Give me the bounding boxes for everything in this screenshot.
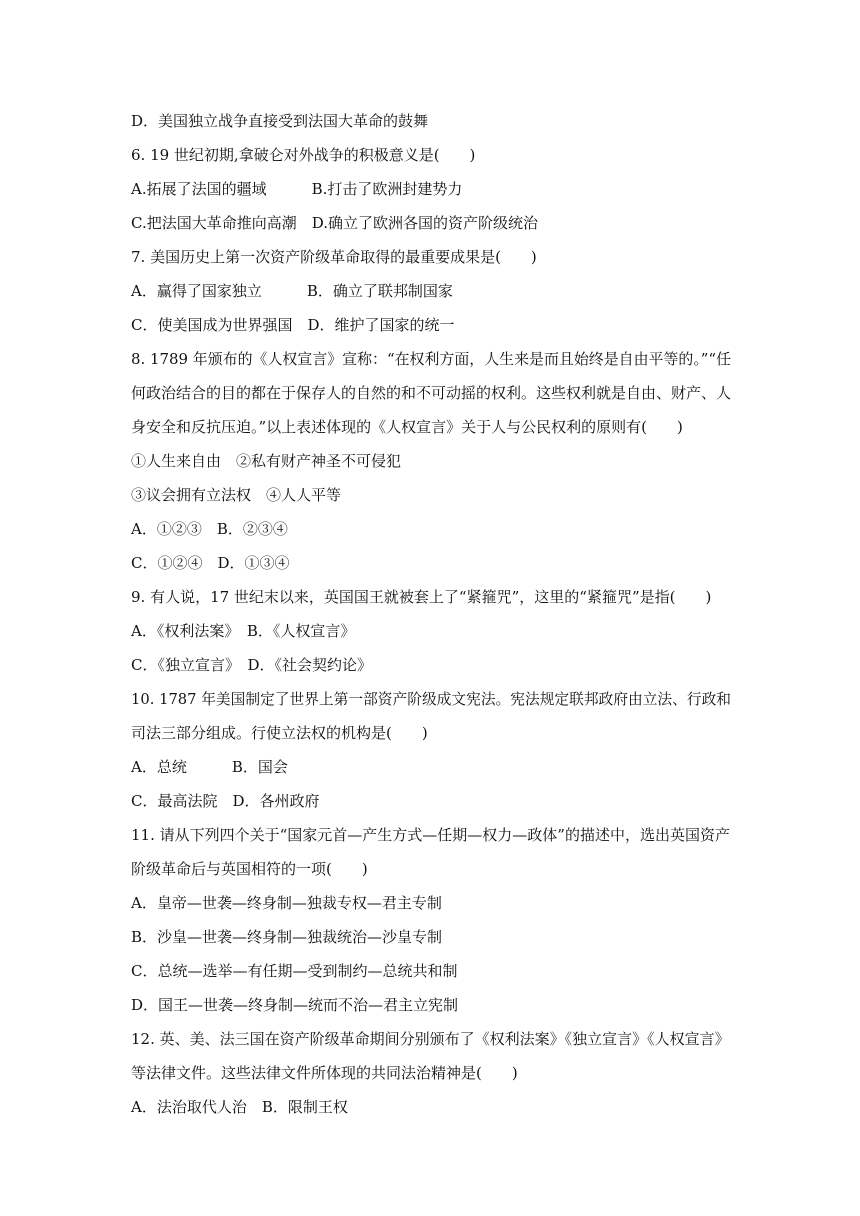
options-q6-cd xyxy=(131,213,538,233)
question-8-line-1 xyxy=(131,349,734,369)
line-text: C．总统—选举—有任期—受到制约—总统共和制 xyxy=(131,962,458,980)
line-text: D．美国独立战争直接受到法国大革命的鼓舞 xyxy=(131,112,429,130)
options-q10-cd xyxy=(131,791,320,811)
line-text: A．法治取代人治 B．限制王权 xyxy=(131,1098,348,1116)
question-11-line-1 xyxy=(131,825,730,845)
statements-q8-34 xyxy=(131,485,341,505)
question-8-line-2 xyxy=(131,383,731,403)
line-text: A．总统 B．国会 xyxy=(131,758,288,776)
options-q9-ab xyxy=(131,621,355,641)
option-c-q11 xyxy=(131,961,457,981)
options-q7-cd xyxy=(131,315,455,335)
options-q8-cd xyxy=(131,553,290,573)
question-7 xyxy=(131,247,537,267)
options-q12-ab xyxy=(131,1097,348,1117)
line-text: 10. 1787 年美国制定了世界上第一部资产阶级成文宪法。宪法规定联邦政府由立法、行政和 xyxy=(131,690,732,708)
line-text: 等法律文件。这些法律文件所体现的共同法治精神是( ) xyxy=(131,1064,518,1082)
options-q7-ab xyxy=(131,281,453,301)
line-text: 7. 美国历史上第一次资产阶级革命取得的最重要成果是( ) xyxy=(131,248,537,266)
question-8-line-3 xyxy=(131,417,683,437)
line-text: C．①②④ D．①③④ xyxy=(131,554,290,572)
statements-q8-12 xyxy=(131,451,401,471)
line-text: A．①②③ B．②③④ xyxy=(131,520,288,538)
option-b-q11 xyxy=(131,927,442,947)
option-d-q11 xyxy=(131,995,458,1015)
line-text: C．最高法院 D．各州政府 xyxy=(131,792,320,810)
line-text: B．沙皇—世袭—终身制—独裁统治—沙皇专制 xyxy=(131,928,443,946)
line-text: 11. 请从下列四个关于“国家元首—产生方式—任期—权力—政体”的描述中，选出英国资产 xyxy=(131,826,730,844)
line-text: 司法三部分组成。行使立法权的机构是( ) xyxy=(131,724,428,742)
question-12-line-1 xyxy=(131,1029,730,1049)
line-text: 9. 有人说，17 世纪末以来，英国国王就被套上了“紧箍咒”，这里的“紧箍咒”是指( ) xyxy=(131,588,712,606)
options-q6-ab xyxy=(131,179,462,199)
line-text: A．赢得了国家独立 B．确立了联邦制国家 xyxy=(131,282,453,300)
line-text: A．《权利法案》 B．《人权宣言》 xyxy=(131,622,356,640)
line-text: 何政治结合的目的都在于保存人的自然的和不可动摇的权利。这些权利就是自由、财产、人 xyxy=(131,384,732,402)
question-12-line-2 xyxy=(131,1063,518,1083)
option-a-q11 xyxy=(131,893,442,913)
line-text: A.拓展了法国的疆域 B.打击了欧洲封建势力 xyxy=(131,180,463,198)
question-6 xyxy=(131,145,475,165)
line-text: 12. 英、美、法三国在资产阶级革命期间分别颁布了《权利法案》《独立宣言》《人权宣言》 xyxy=(131,1030,730,1048)
line-text: ①人生来自由 ②私有财产神圣不可侵犯 xyxy=(131,452,402,470)
line-text: 身安全和反抗压迫。”以上表述体现的《人权宣言》关于人与公民权利的原则有( ) xyxy=(131,418,683,436)
question-11-line-2 xyxy=(131,859,368,879)
options-q9-cd xyxy=(131,655,372,675)
question-9 xyxy=(131,587,711,607)
question-10-line-1 xyxy=(131,689,743,709)
option-d-q5 xyxy=(131,111,428,131)
line-text: C.把法国大革命推向高潮 D.确立了欧洲各国的资产阶级统治 xyxy=(131,214,538,232)
question-10-line-2 xyxy=(131,723,428,743)
line-text: C．使美国成为世界强国 D．维护了国家的统一 xyxy=(131,316,455,334)
line-text: 8. 1789 年颁布的《人权宣言》宣称：“在权利方面，人生来是而且始终是自由平等的。”“任 xyxy=(131,350,732,368)
line-text: ③议会拥有立法权 ④人人平等 xyxy=(131,486,342,504)
options-q8-ab xyxy=(131,519,288,539)
line-text: 6. 19 世纪初期,拿破仑对外战争的积极意义是( ) xyxy=(131,146,476,164)
options-q10-ab xyxy=(131,757,288,777)
line-text: D．国王—世袭—终身制—统而不治—君主立宪制 xyxy=(131,996,459,1014)
line-text: C．《独立宣言》 D．《社会契约论》 xyxy=(131,656,373,674)
line-text: 阶级革命后与英国相符的一项( ) xyxy=(131,860,368,878)
line-text: A．皇帝—世袭—终身制—独裁专权—君主专制 xyxy=(131,894,442,912)
